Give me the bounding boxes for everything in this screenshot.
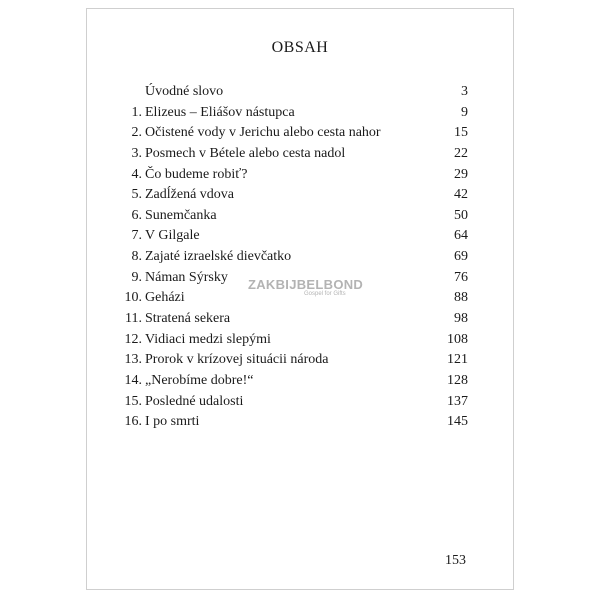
- toc-title: Prorok v krízovej situácii národa: [145, 352, 329, 368]
- toc-row: [87, 226, 515, 247]
- page-number: 153: [445, 553, 466, 568]
- toc-number: 3.: [131, 145, 142, 161]
- toc-title: Elizeus – Eliášov nástupca: [145, 104, 295, 120]
- toc-number: 11.: [125, 311, 142, 327]
- toc-row: [87, 103, 515, 124]
- toc-page: 88: [454, 290, 468, 306]
- toc-number: 10.: [124, 290, 142, 306]
- toc-page: 69: [454, 249, 468, 265]
- toc-row: [87, 392, 515, 413]
- toc-title: Sunemčanka: [145, 207, 217, 223]
- toc-page: 145: [447, 414, 468, 430]
- toc-number: 13.: [124, 352, 142, 368]
- toc-page: 137: [447, 393, 468, 409]
- toc-row: [87, 268, 515, 289]
- toc-title: Zadĺžená vdova: [145, 187, 235, 203]
- toc-row: [87, 185, 515, 206]
- toc-number: 12.: [124, 331, 142, 347]
- toc-page: 9: [461, 104, 468, 120]
- toc-page: 98: [454, 311, 468, 327]
- toc-row: [87, 288, 515, 309]
- toc-title: Stratená sekera: [145, 311, 231, 327]
- toc-number: 1.: [131, 104, 142, 120]
- toc-row: [87, 123, 515, 144]
- toc-number: 16.: [124, 414, 142, 430]
- toc-row: [87, 330, 515, 351]
- toc-row: [87, 206, 515, 227]
- toc-row: [87, 371, 515, 392]
- toc-number: 15.: [124, 393, 142, 409]
- toc-title: I po smrti: [145, 414, 200, 430]
- watermark-tagline: Gospel for Gifts: [304, 291, 346, 297]
- toc-row: [87, 412, 515, 433]
- toc-number: 14.: [124, 372, 142, 388]
- toc-row: [87, 247, 515, 268]
- toc-number: 2.: [131, 125, 142, 141]
- toc-number: 5.: [131, 187, 142, 203]
- toc-title: Vidiaci medzi slepými: [145, 331, 271, 347]
- toc-title: Čo budeme robiť?: [145, 166, 248, 182]
- toc-title: Posmech v Bétele alebo cesta nadol: [145, 145, 346, 161]
- toc-number: 7.: [131, 228, 142, 244]
- toc-row: [87, 350, 515, 371]
- toc-row: [87, 309, 515, 330]
- toc-title: V Gilgale: [145, 228, 200, 244]
- toc-title: Zajaté izraelské dievčatko: [145, 249, 292, 265]
- table-of-contents: [87, 82, 515, 433]
- toc-page: 3: [461, 84, 468, 99]
- toc-number: 4.: [131, 166, 142, 182]
- toc-title: Posledné udalosti: [145, 393, 244, 409]
- toc-row: [87, 82, 515, 103]
- toc-row: [87, 144, 515, 165]
- toc-title: Náman Sýrsky: [145, 269, 228, 285]
- toc-page: 15: [454, 125, 468, 141]
- toc-number: 9.: [131, 269, 142, 285]
- toc-page: 22: [454, 145, 468, 161]
- toc-page: 128: [447, 372, 468, 388]
- toc-page: 64: [454, 228, 468, 244]
- book-page: [86, 8, 514, 590]
- toc-number: 8.: [131, 249, 142, 265]
- toc-page: 76: [454, 269, 468, 285]
- toc-page: 121: [447, 352, 468, 368]
- toc-row: [87, 165, 515, 186]
- toc-page: 108: [447, 331, 468, 347]
- page-title: OBSAH: [271, 39, 329, 56]
- toc-page: 50: [454, 207, 468, 223]
- toc-title: „Nerobíme dobre!“: [145, 372, 254, 388]
- toc-page: 29: [454, 166, 468, 182]
- watermark-text: ZAKBIJBELBOND: [248, 277, 364, 292]
- toc-page: 42: [454, 187, 468, 203]
- toc-title: Geházi: [145, 290, 185, 306]
- toc-title: Úvodné slovo: [145, 84, 224, 99]
- toc-number: 6.: [131, 207, 142, 223]
- toc-title: Očistené vody v Jerichu alebo cesta nahor: [145, 125, 381, 141]
